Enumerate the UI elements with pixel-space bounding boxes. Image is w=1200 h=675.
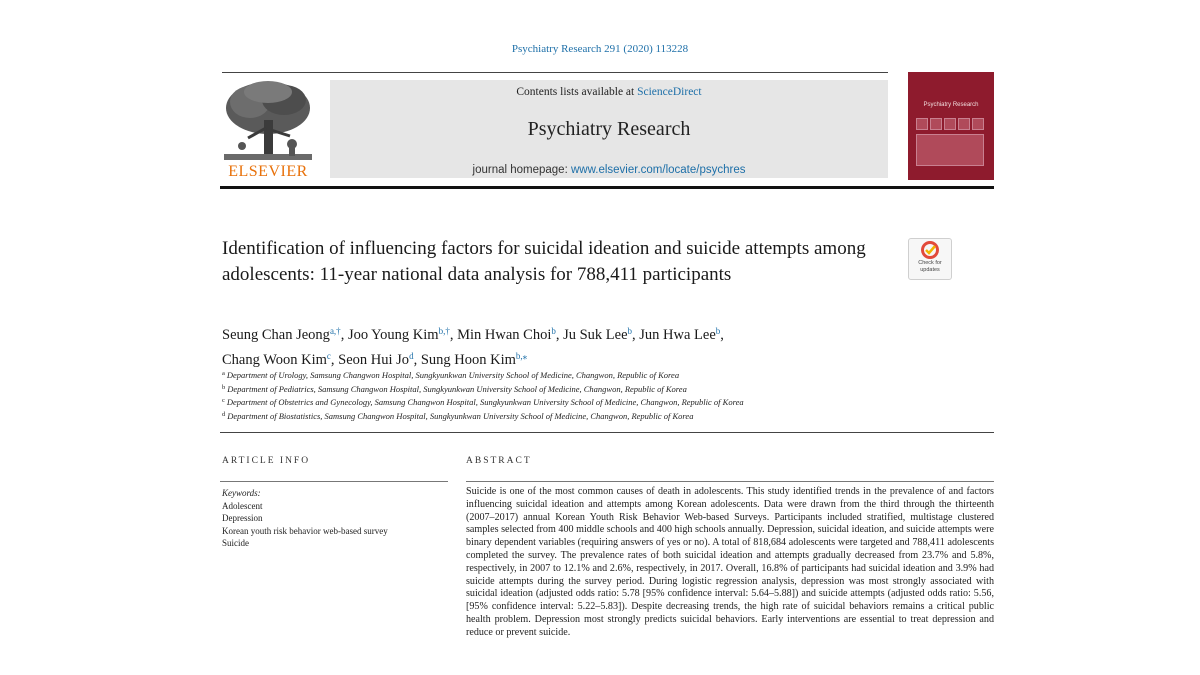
author-name: Joo Young Kim xyxy=(347,327,439,343)
author-affiliation-mark[interactable]: b xyxy=(627,326,633,336)
affiliation-item xyxy=(222,382,982,396)
affiliation-mark: d xyxy=(222,410,226,418)
author-name: Chang Woon Kim xyxy=(222,352,327,368)
contents-prefix: Contents lists available at xyxy=(516,86,638,98)
keyword-item: Korean youth risk behavior web-based survey xyxy=(222,525,388,536)
author-affiliation-mark[interactable]: b xyxy=(551,326,556,336)
abstract-text: Suicide is one of the most common causes of death in adolescents. This study identified trends in the prevalence of and factors influencing suicidal ideation and attempts among Korean adolescents. Data were drawn from the third through the thirteenth (2007–2017) annual Korean Youth Risk Behavior Web-based Surveys. Participants included stratified, multistage clustered samples selected from 400 middle schools and 400 high schools annually. Depression, suicidal ideation, and suicide attempts were binary dependent variables (requiring answers of yes or no). A total of 818,684 adolescents were targeted and 788,411 adolescents completed the survey. The prevalence rates of both suicidal ideation and attempts gradually decreased from 23.7% and 5.8%, respectively, in 2007 to 12.1% and 2.6%, respectively, in 2017. Overall, 16.8% of participants had suicidal ideation and 3.9% had suicide attempts during the survey period. During logistic regression analysis, depression was most strongly associated with suicidal ideation (adjusted odds ratio: 5.78 [95% confidence interval: 5.64–5.88]) and suicide attempts (adjusted odds ratio: 5.56, [95% confidence interval: 5.22–5.83]). Despite decreasing trends, the high rate of suicidal behaviors remains a critical public health problem. Depression most strongly predicts suicidal behaviors. Early interventions are essential to treat depression and reduce or prevent suicide. xyxy=(466,486,994,638)
author-name: Seon Hui Jo xyxy=(338,352,410,368)
author[interactable] xyxy=(222,352,331,368)
author-separator: , xyxy=(340,327,348,343)
publisher-wordmark: ELSEVIER xyxy=(228,163,308,180)
author-separator: , xyxy=(720,327,724,343)
journal-citation[interactable]: Psychiatry Research 291 (2020) 113228 xyxy=(511,43,689,55)
author-name: Ju Suk Lee xyxy=(563,327,628,343)
author[interactable] xyxy=(338,352,413,368)
abstract-heading: ABSTRACT xyxy=(466,456,532,466)
author-affiliation-mark[interactable]: b,† xyxy=(438,326,450,336)
cover-tile xyxy=(972,118,984,130)
contents-line xyxy=(330,86,888,98)
journal-name: Psychiatry Research xyxy=(527,118,691,140)
affiliation-text: Department of Pediatrics, Samsung Changwon Hospital, Sungkyunkwan University School of Medicine, Changwon, Republic of Korea xyxy=(227,383,687,394)
affiliation-text: Department of Biostatistics, Samsung Changwon Hospital, Sungkyunkwan University School of Medicine, Changwon, Republic of Korea xyxy=(227,410,694,421)
author-separator: , xyxy=(555,327,564,343)
affiliation-item xyxy=(222,368,982,382)
journal-banner xyxy=(330,80,888,178)
cover-tile xyxy=(916,118,928,130)
author-affiliation-mark[interactable]: c xyxy=(326,351,331,361)
keyword-list xyxy=(222,500,450,550)
check-updates-label: Check for updates xyxy=(918,260,942,273)
check-updates-icon xyxy=(909,239,951,259)
keywords-block xyxy=(222,487,450,550)
cover-tile xyxy=(958,118,970,130)
author[interactable] xyxy=(348,327,450,343)
abstract-rule xyxy=(466,481,994,482)
affiliation-list xyxy=(222,368,982,422)
article-info-heading: ARTICLE INFO xyxy=(222,456,311,466)
check-for-updates-badge[interactable] xyxy=(908,238,952,280)
author-affiliation-mark[interactable]: a,† xyxy=(329,326,341,336)
homepage-link[interactable]: www.elsevier.com/locate/psychres xyxy=(570,164,746,176)
author-name: Sung Hoon Kim xyxy=(420,352,516,368)
affiliation-item xyxy=(222,409,982,423)
author-name: Seung Chan Jeong xyxy=(222,327,330,343)
author[interactable] xyxy=(222,327,341,343)
affiliation-text: Department of Urology, Samsung Changwon Hospital, Sungkyunkwan University School of Medicine, Changwon, Republic of Korea xyxy=(226,370,680,380)
homepage-line xyxy=(330,164,888,176)
paper-title: Identification of influencing factors for suicidal ideation and suicide attempts among adolescents: 11-year national data analysis for 788,411 participants xyxy=(222,238,866,285)
affiliation-rule xyxy=(220,432,994,433)
author-list xyxy=(222,321,942,371)
cover-tile xyxy=(930,118,942,130)
keyword-item: Suicide xyxy=(222,538,249,548)
keywords-label: Keywords: xyxy=(222,488,261,498)
article-info-rule xyxy=(220,481,448,482)
author-name: Min Hwan Choi xyxy=(457,327,552,343)
keyword-item: Adolescent xyxy=(222,500,263,511)
sciencedirect-link[interactable]: ScienceDirect xyxy=(637,86,702,98)
author[interactable] xyxy=(639,327,720,343)
header-bottom-rule xyxy=(220,186,994,189)
author-affiliation-mark[interactable]: d xyxy=(409,351,414,361)
author[interactable] xyxy=(457,327,556,343)
author-affiliation-mark[interactable]: b,⁎ xyxy=(515,351,528,361)
author-separator: , xyxy=(330,352,339,368)
keyword-item: Depression xyxy=(222,513,263,523)
author-affiliation-mark[interactable]: b xyxy=(715,326,721,336)
header-top-rule xyxy=(222,72,888,73)
cover-tile xyxy=(944,118,956,130)
author-name: Jun Hwa Lee xyxy=(639,327,716,343)
affiliation-mark: b xyxy=(222,383,226,391)
author[interactable] xyxy=(421,352,527,368)
affiliation-text: Department of Obstetrics and Gynecology, Samsung Changwon Hospital, Sungkyunkwan University School of Medicine, Changwon, Republic of Korea xyxy=(226,397,744,407)
affiliation-mark: c xyxy=(222,397,225,404)
author-separator: , xyxy=(413,352,421,368)
journal-cover-thumbnail[interactable] xyxy=(908,72,994,180)
author-separator: , xyxy=(449,327,458,343)
affiliation-item xyxy=(222,395,982,409)
author-separator: , xyxy=(632,327,640,343)
cover-panel xyxy=(916,134,984,166)
homepage-prefix: journal homepage: xyxy=(472,164,571,176)
cover-title: Psychiatry Research xyxy=(923,102,979,108)
author[interactable] xyxy=(563,327,632,343)
affiliation-mark: a xyxy=(222,370,225,377)
